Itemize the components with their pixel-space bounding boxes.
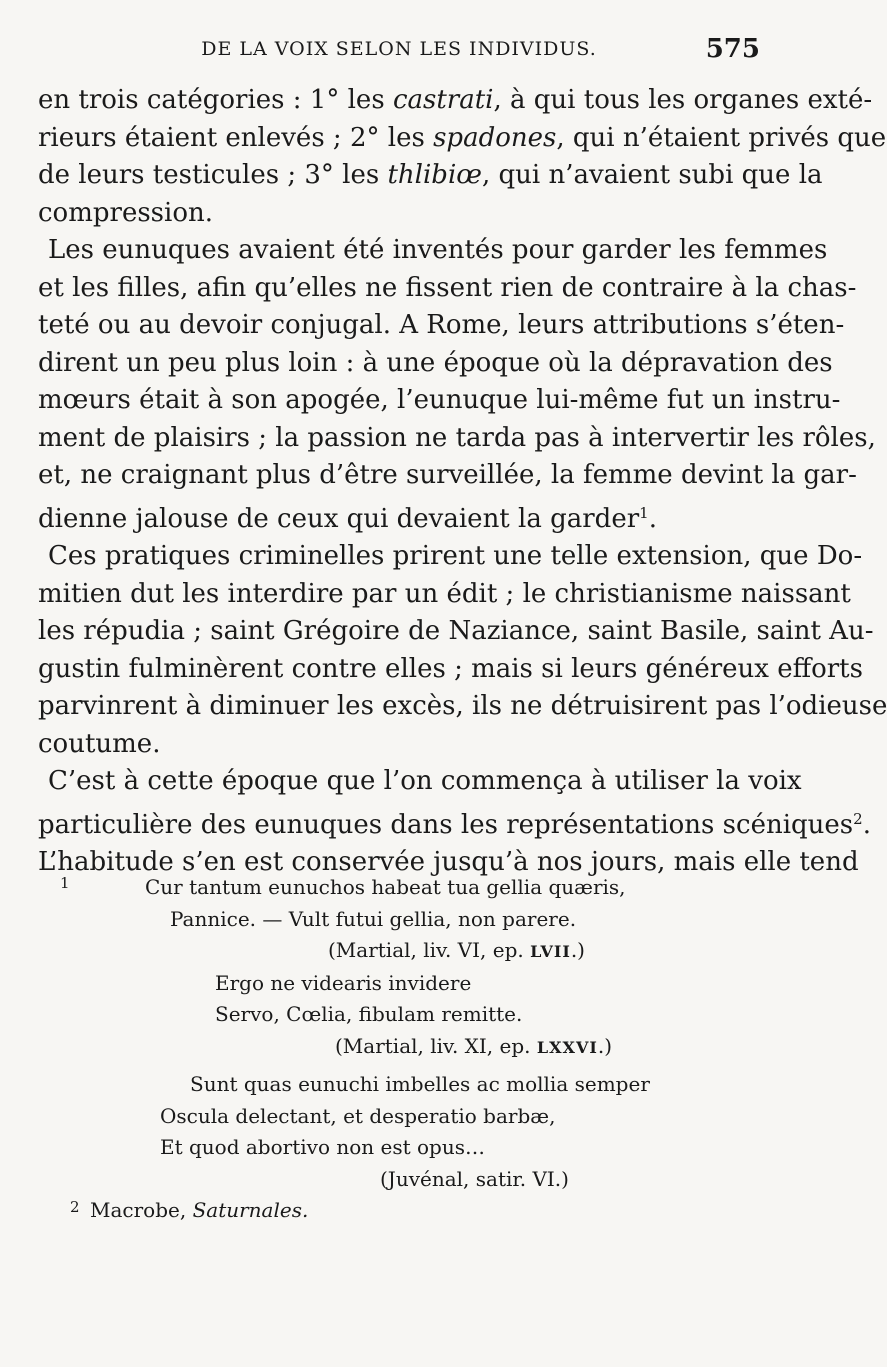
text-line: ment de plaisirs ; la passion ne tarda pas à intervertir les rôles, <box>38 422 876 453</box>
text-line: et les filles, afin qu’elles ne fissent rien de contraire à la chas- <box>38 272 857 303</box>
footnote-2-author: Macrobe, <box>90 1198 193 1222</box>
footnote-1-marker: 1 <box>60 874 70 892</box>
text-line: dienne jalouse de ceux qui devaient la garder$^1$. <box>38 503 657 534</box>
verse-line: Et quod abortivo non est opus… <box>160 1135 485 1159</box>
text-line: Les eunuques avaient été inventés pour garder les femmes <box>48 235 828 265</box>
footnote-2-text <box>90 1195 308 1227</box>
main-text <box>38 82 887 882</box>
running-header <box>38 34 760 64</box>
text-line: rieurs étaient enlevés ; 2° les spadones, qui n’étaient privés que <box>38 122 887 153</box>
citation: (Martial, liv. XI, ep. LXXVI.) <box>335 1033 613 1058</box>
text-line: gustin fulminèrent contre elles ; mais si leurs généreux efforts <box>38 653 863 684</box>
citation: (Martial, liv. VI, ep. LVII.) <box>328 938 585 962</box>
text-line: C’est à cette époque que l’on commença à utiliser la voix <box>48 766 802 796</box>
verse-line: Oscula delectant, et desperatio barbæ, <box>160 1103 556 1128</box>
verse-line: Servo, Cœlia, fibulam remitte. <box>215 1002 523 1026</box>
verse-line: Cur tantum eunuchos habeat tua gellia quæris, <box>145 875 626 899</box>
text-line: Ces pratiques criminelles prirent une telle extension, que Do- <box>48 541 863 571</box>
text-line: mœurs était à son apogée, l’eunuque lui-même fut un instru- <box>38 385 841 415</box>
verse-line: Pannice. — Vult futui gellia, non parere. <box>170 906 577 931</box>
text-line: teté ou au devoir conjugal. A Rome, leurs attributions s’éten- <box>38 310 845 340</box>
page-number: 575 <box>705 34 760 64</box>
text-line: L’habitude s’en est conservée jusqu’à nos jours, mais elle tend <box>38 847 859 877</box>
text-line: parvinrent à diminuer les excès, ils ne détruisirent pas l’odieuse <box>38 691 887 721</box>
text-line: de leurs testicules ; 3° les thlibiœ, qui n’avaient subi que la <box>38 160 823 190</box>
running-title: DE LA VOIX SELON LES INDIVIDUS. <box>201 38 597 60</box>
citation: (Juvénal, satir. VI.) <box>380 1166 569 1191</box>
text-line: coutume. <box>38 728 161 759</box>
text-line: et, ne craignant plus d’être surveillée, la femme devint la gar- <box>38 460 857 490</box>
text-line: compression. <box>38 197 213 228</box>
footnote-2-work: Saturnales. <box>192 1198 309 1222</box>
text-line: particulière des eunuques dans les représentations scéniques$^2$. <box>38 809 871 840</box>
text-line: mitien dut les interdire par un édit ; le christianisme naissant <box>38 578 851 609</box>
text-line: dirent un peu plus loin : à une époque où la dépravation des <box>38 347 833 378</box>
text-line: en trois catégories : 1° les castrati, à qui tous les organes exté- <box>38 85 873 115</box>
footnote-2-marker: 2 <box>70 1198 80 1216</box>
text-line: les répudia ; saint Grégoire de Naziance, saint Basile, saint Au- <box>38 616 874 646</box>
verse-line: Sunt quas eunuchi imbelles ac mollia semper <box>190 1072 650 1096</box>
verse-line: Ergo ne videaris invidere <box>215 970 472 995</box>
footnotes <box>60 872 760 1227</box>
